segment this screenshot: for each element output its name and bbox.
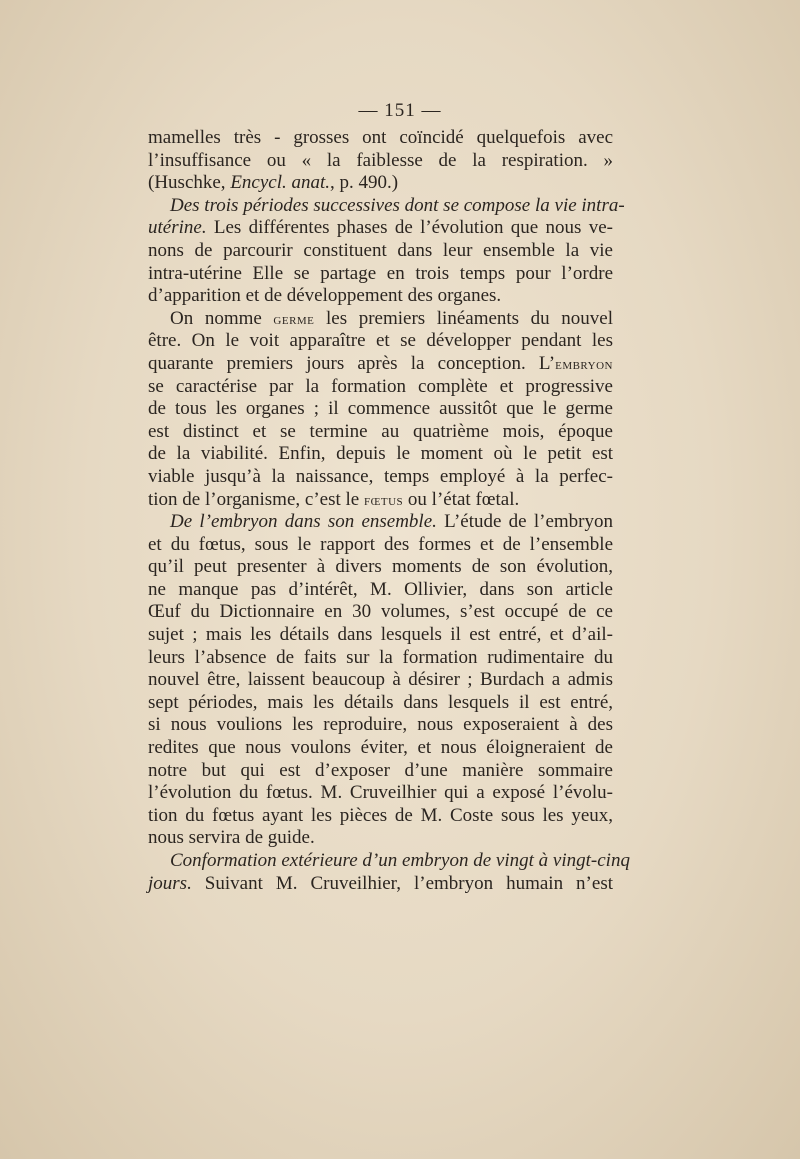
text-segment: tion du fœtus ayant les pièces de M. Coste sous les yeux, (148, 804, 613, 826)
text-segment: sujet ; mais les détails dans lesquels il est entré, et d’ail- (148, 624, 613, 646)
text-segment: , p. 490.) (330, 172, 399, 194)
text-line (148, 172, 613, 195)
text-line (148, 669, 613, 692)
text-segment: Suivant M. Cruveilhier, l’embryon humain n’est (191, 872, 613, 894)
text-segment: intra-utérine Elle se partage en trois temps pour l’ordre (148, 262, 613, 284)
text-segment: leurs l’absence de faits sur la formation rudimentaire du (148, 646, 613, 668)
text-line (148, 217, 613, 240)
text-segment: nous servira de guide. (148, 827, 315, 849)
text-segment: de la viabilité. Enfin, depuis le moment où le petit est (148, 443, 613, 465)
text-line (148, 194, 625, 218)
text-segment: viable jusqu’à la naissance, temps employé à la perfec- (148, 465, 613, 487)
text-line (148, 150, 613, 173)
text-line (148, 556, 613, 579)
text-segment: L’étude de l’embryon (436, 511, 613, 533)
text-segment: sept périodes, mais les détails dans lesquels il est entré, (148, 691, 613, 713)
text-segment: notre but qui est d’exposer d’une manière sommaire (148, 759, 613, 781)
italic-text: jours. (148, 872, 192, 894)
text-line (148, 850, 630, 873)
text-segment: ne manque pas d’intérêt, M. Ollivier, dans son article (148, 578, 613, 600)
text-segment: tion de l’organisme, c’est le (148, 488, 364, 510)
text-segment: se caractérise par la formation complète et progressive (148, 375, 613, 397)
text-segment: de tous les organes ; il commence aussitôt que le germe (148, 398, 613, 420)
text-segment: l’évolution du fœtus. M. Cruveilhier qui a exposé l’évolu- (148, 782, 613, 804)
text-line (148, 466, 613, 489)
text-line (148, 760, 613, 783)
text-segment: être. On le voit apparaître et se développer pendant les (148, 330, 613, 352)
text-line (148, 240, 613, 263)
text-segment: qu’il peut presenter à divers moments de son évolution, (148, 556, 613, 578)
text-line (148, 692, 613, 715)
text-segment: est distinct et se termine au quatrième mois, époque (148, 420, 613, 442)
text-line (148, 398, 613, 421)
body-text (148, 127, 630, 895)
text-segment: redites que nous voulons éviter, et nous éloigneraient de (148, 737, 613, 759)
text-line (148, 805, 613, 828)
text-segment: d’apparition et de développement des organes. (148, 285, 502, 307)
text-line (148, 330, 613, 353)
text-segment: (Huschke, (148, 172, 231, 194)
italic-text: Conformation extérieure d’un embryon de vingt à vingt-cinq (170, 850, 630, 871)
text-line (148, 579, 613, 602)
text-line (148, 714, 613, 737)
text-line (148, 421, 613, 444)
small-caps-term: embryon (555, 356, 613, 373)
small-caps-term: germe (273, 311, 315, 328)
text-segment: nons de parcourir constituent dans leur ensemble la vie (148, 239, 613, 261)
italic-text: Encycl. anat. (230, 172, 331, 194)
text-segment: nouvel être, laissent beaucoup à désirer ; Burdach a admis (148, 669, 613, 691)
text-line (148, 127, 613, 150)
text-segment: Œuf du Dictionnaire en 30 volumes, s’est occupé de ce (148, 601, 613, 623)
text-segment: quarante premiers jours après la conception. L’ (148, 352, 556, 374)
text-line (148, 827, 613, 850)
text-line (148, 624, 613, 647)
text-line (148, 489, 613, 512)
text-line (148, 376, 613, 399)
text-line (148, 873, 613, 896)
text-line (148, 601, 613, 624)
text-line (148, 308, 613, 331)
text-line (148, 511, 613, 534)
text-line (148, 263, 613, 286)
text-line (148, 443, 613, 466)
text-segment: On nomme (170, 307, 274, 329)
text-segment: et du fœtus, sous le rapport des formes et de l’ensemble (148, 533, 613, 555)
text-segment: les premiers linéaments du nouvel (314, 307, 613, 329)
page-number: — 151 — (358, 100, 442, 121)
italic-text: De l’embryon dans son ensemble. (170, 511, 437, 533)
text-segment: ou l’état fœtal. (403, 488, 520, 510)
text-line (148, 647, 613, 670)
text-line (148, 737, 613, 760)
italic-text: Des trois périodes successives dont se compose la vie intra- (170, 194, 625, 216)
text-segment: mamelles très - grosses ont coïncidé quelquefois avec (148, 127, 613, 148)
italic-text: utérine. (148, 217, 207, 239)
text-line (148, 353, 613, 376)
text-segment: Les différentes phases de l’évolution que nous ve- (206, 217, 613, 239)
text-line (148, 285, 613, 308)
text-line (148, 782, 613, 805)
text-line (148, 534, 613, 557)
text-segment: si nous voulions les reproduire, nous exposeraient à des (148, 714, 613, 736)
small-caps-term: fœtus (363, 492, 404, 509)
text-segment: l’insuffisance ou « la faiblesse de la respiration. » (148, 149, 613, 171)
